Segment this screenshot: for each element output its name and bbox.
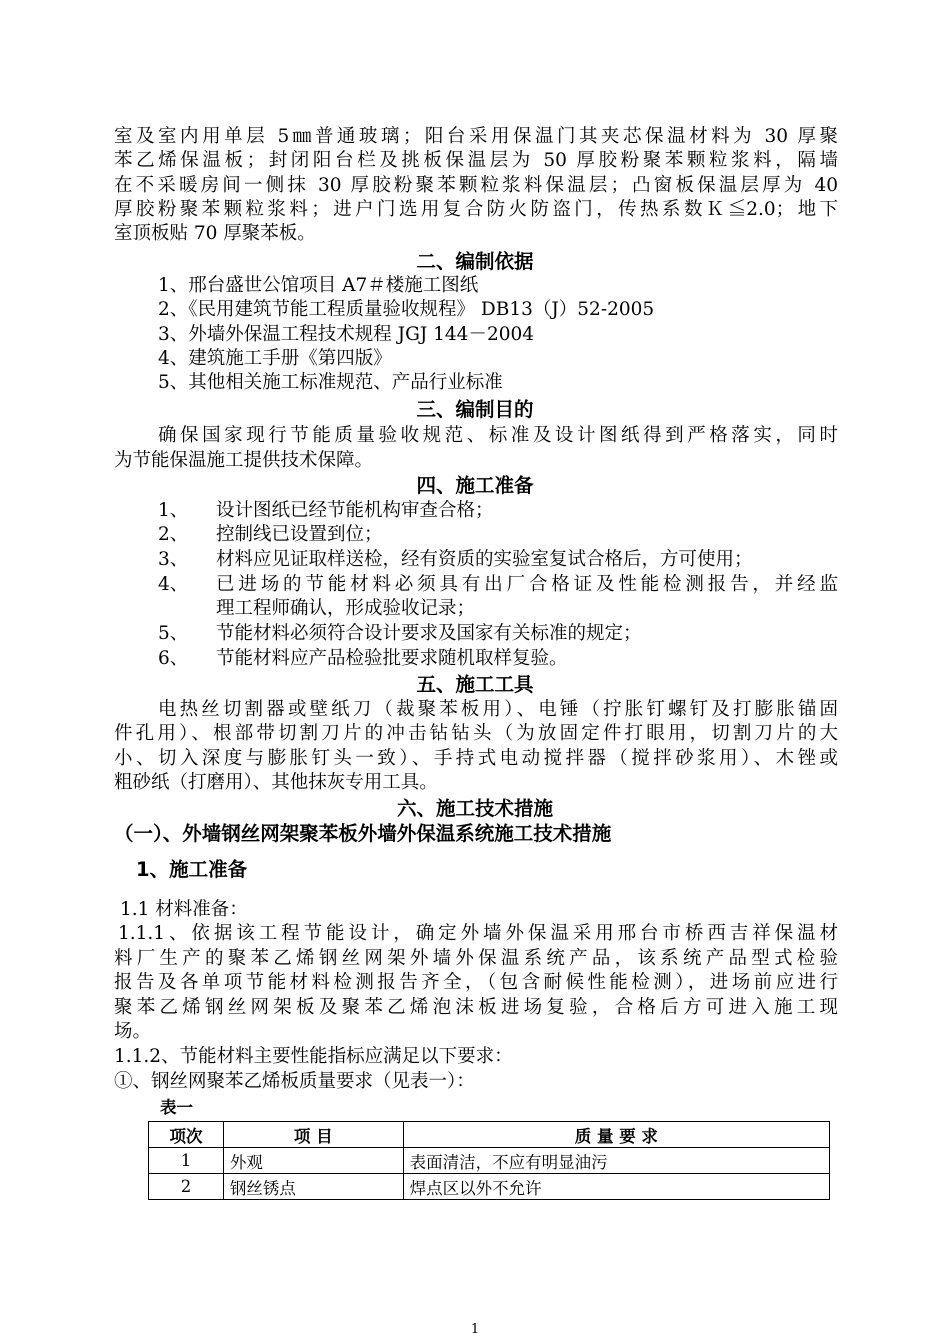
table-cell: 2 xyxy=(149,1174,224,1200)
materials-line: 1.1.1、依据该工程节能设计，确定外墙外保温采用邢台市桥西吉祥保温材 xyxy=(118,923,838,944)
reference-item: 5、其他相关施工标准规范、产品行业标准 xyxy=(158,372,503,393)
intro-line: 室顶板贴 70 厚聚苯板。 xyxy=(114,223,316,244)
table-cell: 1 xyxy=(149,1148,224,1174)
intro-line: 室及室内用单层 5㎜普通玻璃；阳台采用保温门其夹芯保温材料为 30 厚聚 xyxy=(114,126,838,147)
purpose-line: 为节能保温施工提供技术保障。 xyxy=(114,450,374,471)
prep-item-text: 理工程师确认，形成验收记录； xyxy=(216,598,476,619)
prep-item-number: 6、 xyxy=(158,648,189,669)
prep-item-text: 节能材料应产品检验批要求随机取样复验。 xyxy=(216,648,568,669)
table-caption: 表一 xyxy=(160,1098,193,1117)
table-row xyxy=(149,1174,830,1200)
table-cell: 表面清洁，不应有明显油污 xyxy=(403,1148,829,1174)
intro-line: 苯乙烯保温板；封闭阳台栏及挑板保温层为 50 厚胶粉聚苯颗粒浆料，隔墙 xyxy=(114,150,838,171)
subsection-heading: （一）、外墙钢丝网架聚苯板外墙外保温系统施工技术措施 xyxy=(114,822,612,845)
prep-item-text: 设计图纸已经节能机构审查合格； xyxy=(216,500,494,521)
tools-line: 件孔用）、根部带切割刀片的冲击钻钻头（为放固定件打眼用，切割刀片的大 xyxy=(114,723,838,744)
section-2-heading: 二、编制依据 xyxy=(416,250,534,273)
prep-item xyxy=(158,523,838,547)
prep-item-number: 2、 xyxy=(158,524,189,545)
prep-item-number: 4、 xyxy=(158,574,189,595)
tools-line: 小、切入深度与膨胀钉头一致）、手持式电动搅拌器（搅拌砂浆用）、木锉或 xyxy=(114,748,838,769)
materials-line: 聚苯乙烯钢丝网架板及聚苯乙烯泡沫板进场复验，合格后方可进入施工现 xyxy=(114,997,838,1018)
table-cell: 钢丝锈点 xyxy=(223,1174,403,1200)
prep-item-text: 控制线已设置到位； xyxy=(216,524,383,545)
reference-item: 4、建筑施工手册《第四版》 xyxy=(158,348,392,369)
prep-item xyxy=(158,548,838,572)
requirements-intro: 1.1.2、节能材料主要性能指标应满足以下要求： xyxy=(114,1046,513,1067)
quality-table xyxy=(148,1121,830,1200)
prep-item xyxy=(158,499,838,523)
tools-line: 粗砂纸（打磨用）、其他抹灰专用工具。 xyxy=(114,772,438,793)
materials-heading: 1.1 材料准备： xyxy=(120,899,248,920)
page-number: 1 xyxy=(470,1322,480,1337)
prep-item-number: 1、 xyxy=(158,500,189,521)
subsection-1-heading: 1、施工准备 xyxy=(136,858,248,881)
table-reference: ①、钢丝网聚苯乙烯板质量要求（见表一）： xyxy=(114,1071,475,1092)
table-header-cell: 质 量 要 求 xyxy=(403,1122,829,1148)
table-header-row xyxy=(149,1122,830,1148)
reference-item: 2、《民用建筑节能工程质量验收规程》 DB13（J）52-2005 xyxy=(158,299,655,320)
prep-item xyxy=(158,622,838,646)
table-header-cell: 项次 xyxy=(149,1122,224,1148)
reference-item: 1、邢台盛世公馆项目 A7＃楼施工图纸 xyxy=(158,275,479,296)
intro-line: 在不采暖房间一侧抹 30 厚胶粉聚苯颗粒浆料保温层；凸窗板保温层厚为 40 xyxy=(114,175,838,196)
table-header-cell: 项 目 xyxy=(223,1122,403,1148)
table-cell: 焊点区以外不允许 xyxy=(403,1174,829,1200)
materials-line: 场。 xyxy=(114,1021,152,1042)
materials-line: 报告及各单项节能材料检测报告齐全，（包含耐候性能检测），进场前应进行 xyxy=(114,972,838,993)
prep-item-number: 5、 xyxy=(158,623,189,644)
prep-item-text: 材料应见证取样送检，经有资质的实验室复试合格后，方可使用； xyxy=(216,549,753,570)
purpose-line: 确保国家现行节能质量验收规范、标准及设计图纸得到严格落实，同时 xyxy=(158,425,838,446)
section-6-heading: 六、施工技术措施 xyxy=(396,797,553,820)
prep-item-text: 已进场的节能材料必须具有出厂合格证及性能检测报告，并经监 xyxy=(216,574,838,595)
prep-item xyxy=(158,573,838,597)
table-cell: 外观 xyxy=(223,1148,403,1174)
section-3-heading: 三、编制目的 xyxy=(416,398,534,421)
prep-item xyxy=(158,647,838,671)
reference-item: 3、外墙外保温工程技术规程 JGJ 144－2004 xyxy=(158,324,535,345)
materials-line: 料厂生产的聚苯乙烯钢丝网架外墙外保温系统产品，该系统产品型式检验 xyxy=(114,948,838,969)
prep-item-text: 节能材料必须符合设计要求及国家有关标准的规定； xyxy=(216,623,642,644)
table-row xyxy=(149,1148,830,1174)
intro-line: 厚胶粉聚苯颗粒浆料；进户门选用复合防火防盗门，传热系数Ｋ≦2.0；地下 xyxy=(114,199,838,220)
tools-line: 电热丝切割器或壁纸刀（裁聚苯板用）、电锤（拧胀钉螺钉及打膨胀锚固 xyxy=(158,699,838,720)
prep-item-number: 3、 xyxy=(158,549,189,570)
section-4-heading: 四、施工准备 xyxy=(416,474,534,497)
section-5-heading: 五、施工工具 xyxy=(416,673,534,696)
